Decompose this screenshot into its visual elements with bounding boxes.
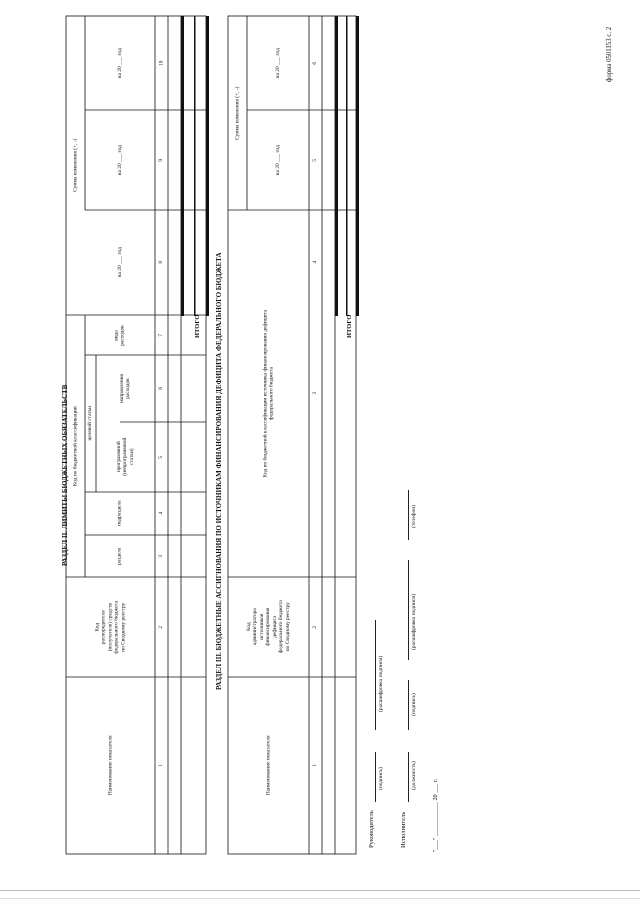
head-rasshifrovka: (расшифровка подписи) [378,655,384,712]
exec-phone-line [408,490,409,540]
s3-group-change: Сумма изменения (+, -) [234,86,241,140]
s2-num: 5 [158,455,165,459]
section3-title: РАЗДЕЛ III. БЮДЖЕТНЫЕ АССИГНОВАНИЯ ПО ИСТОЧНИКАМ ФИНАНСИРОВАНИЯ ДЕФИЦИТА ФЕДЕРАЛЬНОГО БЮДЖЕТА [215,252,223,690]
s2-col-subsection: подраздела [116,500,123,527]
s2-group-target: целевой статьи [87,406,94,441]
s2-col-name: Наименование показателя [107,735,114,796]
s3-num: 6 [312,61,319,65]
s2-num: 2 [158,625,165,629]
s2-num: 8 [158,261,165,264]
s2-num: 10 [158,60,165,66]
s2-total: ИТОГО [194,314,201,338]
head-decode-line [375,620,376,730]
s3-num: 1 [312,764,319,767]
s3-num: 5 [312,158,319,162]
s2-col-program: программной (непрограммной статьи) [115,438,135,476]
head-label: Руководитель [368,810,375,848]
exec-position-line [408,752,409,802]
exec-rasshifrovka: (расшифровка подписи) [411,593,417,650]
s2-num: 3 [158,554,165,558]
exec-podpis: (подпись) [411,693,417,716]
scan-edge [0,898,640,899]
s2-group-classification: Код по бюджетной классификации [72,406,79,486]
s3-year-2: на 20 ___ год [274,47,281,79]
s2-col-expense-type: вида расходов [113,324,126,346]
s2-col-recipient: Код распорядителя (получателя) средств федерального бюджета по Сводному реестру [94,600,127,654]
s3-col-admin: Код администратора источников финансирования дефицита федерального бюджета по Сводному реестру [245,600,291,654]
s2-group-change: Сумма изменения (+, -) [72,138,79,193]
s2-col-section: раздела [116,547,123,565]
s3-col-name: Наименование показателя [265,735,272,796]
scan-edge [0,890,640,891]
head-sign-line [375,752,376,802]
s2-num: 6 [158,387,165,390]
s2-col-direction: направления расходов [119,374,132,403]
s3-num: 2 [312,625,319,629]
exec-decode-line [408,560,409,660]
s2-year-2: на 20 ___ год [116,144,123,176]
executor-label: Исполнитель [400,811,407,848]
s2-year-1: на 20 ___ год [116,247,123,278]
section2-title: РАЗДЕЛ II. ЛИМИТЫ БЮДЖЕТНЫХ ОБЯЗАТЕЛЬСТВ [61,384,69,566]
s3-total: ИТОГО [346,314,353,338]
exec-dolzhnost: (должность) [411,761,417,790]
s2-num: 4 [158,512,165,515]
s3-num: 3 [312,392,319,395]
s3-num: 4 [312,261,319,264]
date-line: "___" ___________ 20 ___ г. [432,778,439,852]
s2-num: 1 [158,764,165,767]
head-podpis: (подпись) [378,767,384,790]
s2-num: 9 [158,158,165,162]
exec-telefon: (телефон) [411,504,417,528]
s3-col-code: Код по бюджетной классификации источника финансирования дефицита федерального бюджета [262,309,275,478]
s2-num: 7 [158,333,165,337]
form-code: форма 0501153 с. 2 [606,26,613,82]
s2-year-3: на 20 ___ год [116,47,123,79]
exec-sign-line [408,680,409,730]
s3-year-1: на 20 ___ год [274,144,281,176]
